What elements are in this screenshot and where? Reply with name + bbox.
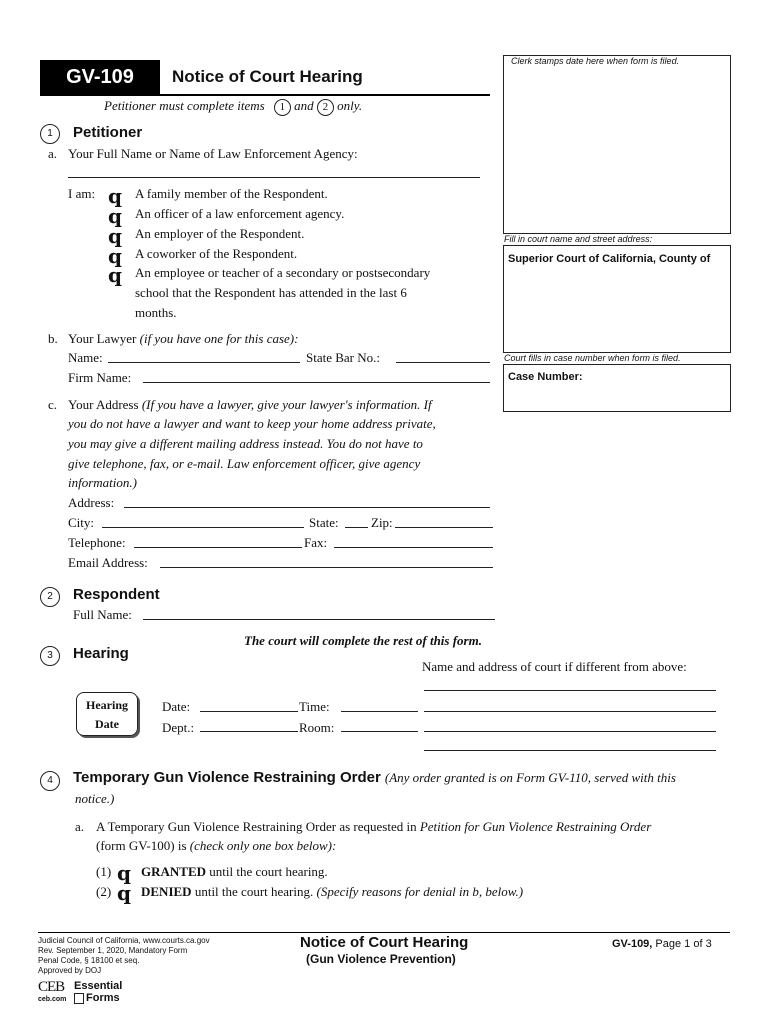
state-field[interactable]	[345, 527, 368, 528]
forms-icon	[74, 993, 84, 1004]
checkbox-granted[interactable]: q	[117, 861, 131, 885]
footer-right-code: GV-109,	[612, 938, 653, 950]
hearing-date-line2: Date	[95, 717, 119, 731]
section4-heading	[73, 769, 676, 787]
footer-right-page: Page 1 of 3	[655, 938, 712, 950]
respondent-name-field[interactable]	[143, 619, 495, 620]
checkbox-employer[interactable]: q	[108, 224, 122, 248]
section2-number: 2	[40, 587, 60, 607]
footer-center-title: Notice of Court Hearing	[300, 934, 469, 951]
court-complete-note: The court will complete the rest of this form.	[244, 633, 482, 648]
footer-left-line0: Judicial Council of California, www.courts.ca.gov	[38, 936, 210, 945]
firm-name-field[interactable]	[143, 382, 490, 383]
hearing-date-line1: Hearing	[86, 698, 128, 712]
forms-row	[74, 992, 122, 1004]
section1-c-letter: c.	[48, 397, 58, 412]
instruction-item1: 1	[274, 99, 291, 116]
date-field[interactable]	[200, 711, 298, 712]
section2-title: Respondent	[73, 586, 160, 603]
footer-center-subtitle: (Gun Violence Prevention)	[306, 952, 456, 966]
section1-a-text: Your Full Name or Name of Law Enforcement Agency:	[68, 146, 358, 161]
form-code: GV-109	[66, 66, 134, 88]
ceb-logo-text: CEB	[38, 979, 65, 995]
section4-a-text: A Temporary Gun Violence Restraining Order as requested in	[96, 819, 417, 834]
form-code-badge	[40, 60, 160, 94]
clerk-stamp-label: Clerk stamps date here when form is filed.	[511, 56, 680, 66]
section1-b-letter: b.	[48, 331, 58, 346]
section1-a-letter: a.	[48, 146, 58, 161]
section4-number: 4	[40, 771, 60, 791]
state-label: State:	[309, 515, 339, 530]
granted-number: (1)	[96, 864, 112, 879]
essential-forms-logo	[74, 980, 122, 1004]
checkbox-denied[interactable]: q	[117, 881, 131, 905]
section1-c-text: Your Address	[68, 397, 139, 412]
court-address-line2[interactable]	[424, 711, 716, 712]
denied-italic: (Specify reasons for denial in b, below.)	[316, 884, 524, 899]
instruction-line	[104, 98, 362, 116]
footer-rule	[38, 932, 730, 933]
option-employer: An employer of the Respondent.	[135, 226, 305, 241]
denied-rest: until the court hearing.	[194, 884, 314, 899]
denied-bold: DENIED	[141, 884, 192, 899]
section1-c-note-0: (If you have a lawyer, give your lawyer's information. If	[141, 397, 432, 412]
court-address-line4[interactable]	[424, 750, 716, 751]
form-title: Notice of Court Hearing	[172, 67, 363, 86]
telephone-label: Telephone:	[68, 535, 126, 550]
footer-left	[38, 936, 210, 976]
section1-c-note-2: you may give a different mailing address instead. You do not have to	[68, 436, 423, 451]
case-number-label-note: Court fills in case number when form is filed.	[504, 353, 681, 363]
room-field[interactable]	[341, 731, 418, 732]
time-field[interactable]	[341, 711, 418, 712]
section4-a-text2-italic: (check only one box below):	[189, 838, 337, 853]
fax-label: Fax:	[304, 535, 328, 550]
telephone-field[interactable]	[134, 547, 302, 548]
state-bar-field[interactable]	[396, 362, 490, 363]
section3-number: 3	[40, 646, 60, 666]
court-address-line3[interactable]	[424, 731, 716, 732]
granted-rest: until the court hearing.	[209, 864, 328, 879]
footer-left-line2: Penal Code, § 18100 et seq.	[38, 956, 140, 965]
city-field[interactable]	[102, 527, 304, 528]
respondent-name-label: Full Name:	[73, 607, 132, 622]
address-label: Address:	[68, 495, 115, 510]
checkbox-law-officer[interactable]: q	[108, 204, 122, 228]
option-coworker: A coworker of the Respondent.	[135, 246, 298, 261]
dept-field[interactable]	[200, 731, 298, 732]
email-field[interactable]	[160, 567, 493, 568]
zip-label: Zip:	[371, 515, 393, 530]
granted-text	[141, 864, 328, 880]
footer-right	[612, 938, 712, 950]
clerk-stamp-box	[503, 55, 731, 234]
section1-b-note: (if you have one for this case):	[139, 331, 299, 346]
state-bar-label: State Bar No.:	[306, 350, 381, 365]
section1-c-heading	[68, 397, 432, 413]
option-school-employee-line3: months.	[135, 305, 177, 320]
ceb-logo	[38, 980, 70, 1006]
header-rule	[40, 94, 490, 96]
dept-label: Dept.:	[162, 720, 195, 735]
instruction-and: and	[294, 98, 314, 113]
section4-note-line1: (Any order granted is on Form GV-110, served with this	[384, 770, 676, 785]
ceb-domain: ceb.com	[38, 996, 67, 1003]
instruction-post: only.	[337, 98, 363, 113]
firm-name-label: Firm Name:	[68, 370, 132, 385]
court-name-label: Fill in court name and street address:	[504, 234, 653, 244]
address-field[interactable]	[124, 507, 490, 508]
section1-b-heading	[68, 331, 298, 347]
essential-text: Essential	[74, 980, 123, 992]
court-address-label: Name and address of court if different from above:	[422, 659, 687, 674]
date-label: Date:	[162, 699, 191, 714]
iam-label: I am:	[68, 186, 96, 201]
instruction-pre: Petitioner must complete items	[104, 98, 265, 113]
section3-title: Hearing	[73, 645, 129, 662]
checkbox-coworker[interactable]: q	[108, 244, 122, 268]
time-label: Time:	[299, 699, 330, 714]
email-label: Email Address:	[68, 555, 148, 570]
option-law-officer: An officer of a law enforcement agency.	[135, 206, 345, 221]
section4-a-line2	[96, 838, 336, 854]
footer-left-line3: Approved by DOJ	[38, 966, 102, 975]
room-label: Room:	[299, 720, 335, 735]
forms-text: Forms	[86, 992, 120, 1004]
court-name-text: Superior Court of California, County of	[508, 253, 711, 265]
lawyer-name-label: Name:	[68, 350, 103, 365]
section1-c-note-1: you do not have a lawyer and want to keep your home address private,	[68, 416, 436, 431]
section1-number: 1	[40, 124, 60, 144]
section1-title: Petitioner	[73, 124, 143, 141]
checkbox-school-employee[interactable]: q	[108, 263, 122, 287]
section4-note-line2: notice.)	[75, 791, 115, 806]
zip-field[interactable]	[395, 527, 493, 528]
section4-title: Temporary Gun Violence Restraining Order	[73, 769, 381, 786]
section4-a-letter: a.	[75, 819, 85, 834]
footer-left-line1: Rev. September 1, 2020, Mandatory Form	[38, 946, 188, 955]
denied-text	[141, 884, 523, 900]
section1-c-note-4: information.)	[68, 475, 137, 490]
option-school-employee-line2: school that the Respondent has attended in the last 6	[135, 285, 407, 300]
section4-a-text-italic: Petition for Gun Violence Restraining Order	[419, 819, 652, 834]
city-label: City:	[68, 515, 95, 530]
fax-field[interactable]	[334, 547, 493, 548]
option-school-employee-line1: An employee or teacher of a secondary or postsecondary	[135, 265, 431, 280]
checkbox-family-member[interactable]: q	[108, 184, 122, 208]
section1-c-note-3: give telephone, fax, or e-mail. Law enforcement officer, give agency	[68, 456, 421, 471]
hearing-date-badge	[76, 692, 138, 736]
denied-number: (2)	[96, 884, 112, 899]
court-address-line1[interactable]	[424, 690, 716, 691]
section1-b-text: Your Lawyer	[68, 331, 137, 346]
petitioner-name-field[interactable]	[68, 177, 480, 178]
lawyer-name-field[interactable]	[108, 362, 300, 363]
case-number-text: Case Number:	[508, 371, 583, 383]
granted-bold: GRANTED	[141, 864, 207, 879]
section4-a-line1	[96, 819, 651, 835]
option-family-member: A family member of the Respondent.	[135, 186, 328, 201]
instruction-item2: 2	[317, 99, 334, 116]
section4-a-text2: (form GV-100) is	[96, 838, 187, 853]
